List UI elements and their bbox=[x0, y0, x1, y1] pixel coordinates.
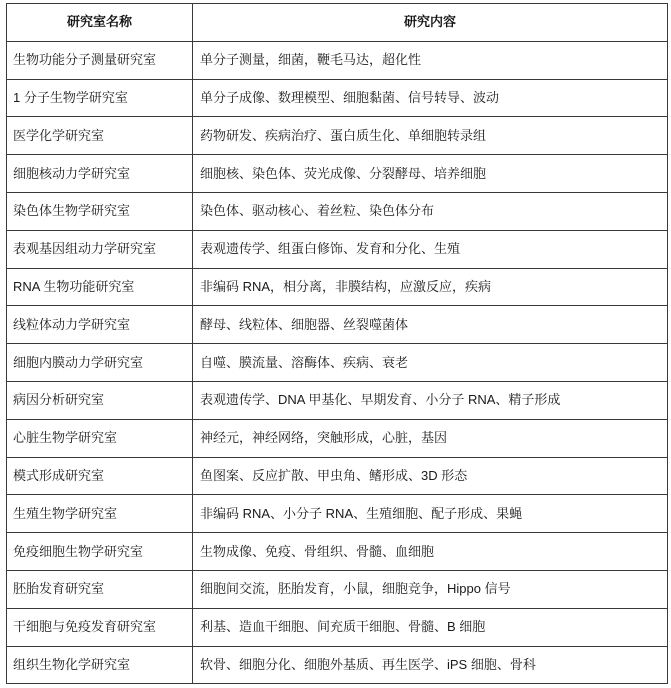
header-research-content: 研究内容 bbox=[193, 4, 668, 42]
table-row bbox=[7, 495, 668, 533]
lab-name-cell: 细胞内膜动力学研究室 bbox=[7, 344, 193, 382]
lab-name-cell: 表观基因组动力学研究室 bbox=[7, 230, 193, 268]
research-content-cell: 酵母、线粒体、细胞器、丝裂噬菌体 bbox=[193, 306, 668, 344]
header-lab-name: 研究室名称 bbox=[7, 4, 193, 42]
lab-name-cell: 生殖生物学研究室 bbox=[7, 495, 193, 533]
research-content-cell: 非编码 RNA、小分子 RNA、生殖细胞、配子形成、果蝇 bbox=[193, 495, 668, 533]
table-row bbox=[7, 117, 668, 155]
lab-name-cell: 干细胞与免疫发育研究室 bbox=[7, 608, 193, 646]
table-row bbox=[7, 192, 668, 230]
research-content-cell: 细胞核、染色体、荧光成像、分裂酵母、培养细胞 bbox=[193, 155, 668, 193]
research-content-cell: 药物研发、疾病治疗、蛋白质生化、单细胞转录组 bbox=[193, 117, 668, 155]
table-row bbox=[7, 570, 668, 608]
research-content-cell: 表观遗传学、DNA 甲基化、早期发育、小分子 RNA、精子形成 bbox=[193, 381, 668, 419]
research-content-cell: 利基、造血干细胞、间充质干细胞、骨髓、B 细胞 bbox=[193, 608, 668, 646]
research-content-cell: 非编码 RNA，相分离，非膜结构，应激反应，疾病 bbox=[193, 268, 668, 306]
research-content-cell: 鱼图案、反应扩散、甲虫角、鳍形成、3D 形态 bbox=[193, 457, 668, 495]
lab-name-cell: 细胞核动力学研究室 bbox=[7, 155, 193, 193]
lab-name-cell: RNA 生物功能研究室 bbox=[7, 268, 193, 306]
lab-name-cell: 染色体生物学研究室 bbox=[7, 192, 193, 230]
research-content-cell: 自噬、膜流量、溶酶体、疾病、衰老 bbox=[193, 344, 668, 382]
table-row bbox=[7, 381, 668, 419]
table-row bbox=[7, 306, 668, 344]
table-row bbox=[7, 268, 668, 306]
table-row bbox=[7, 419, 668, 457]
table-row bbox=[7, 79, 668, 117]
table-row bbox=[7, 457, 668, 495]
lab-name-cell: 免疫细胞生物学研究室 bbox=[7, 533, 193, 571]
research-content-cell: 表观遗传学、组蛋白修饰、发育和分化、生殖 bbox=[193, 230, 668, 268]
table-header bbox=[7, 4, 668, 42]
lab-name-cell: 组织生物化学研究室 bbox=[7, 646, 193, 684]
research-content-cell: 染色体、驱动核心、着丝粒、染色体分布 bbox=[193, 192, 668, 230]
lab-name-cell: 心脏生物学研究室 bbox=[7, 419, 193, 457]
table-row bbox=[7, 533, 668, 571]
research-labs-table bbox=[6, 3, 668, 684]
table-row bbox=[7, 646, 668, 684]
research-content-cell: 细胞间交流，胚胎发育，小鼠，细胞竞争，Hippo 信号 bbox=[193, 570, 668, 608]
lab-name-cell: 胚胎发育研究室 bbox=[7, 570, 193, 608]
table-row bbox=[7, 155, 668, 193]
lab-name-cell: 病因分析研究室 bbox=[7, 381, 193, 419]
research-content-cell: 神经元，神经网络，突触形成，心脏，基因 bbox=[193, 419, 668, 457]
header-row bbox=[7, 4, 668, 42]
table-body bbox=[7, 41, 668, 684]
lab-name-cell: 模式形成研究室 bbox=[7, 457, 193, 495]
table-row bbox=[7, 41, 668, 79]
table-row bbox=[7, 344, 668, 382]
research-content-cell: 软骨、细胞分化、细胞外基质、再生医学、iPS 细胞、骨科 bbox=[193, 646, 668, 684]
research-content-cell: 生物成像、免疫、骨组织、骨髓、血细胞 bbox=[193, 533, 668, 571]
lab-name-cell: 线粒体动力学研究室 bbox=[7, 306, 193, 344]
lab-name-cell: 医学化学研究室 bbox=[7, 117, 193, 155]
table-row bbox=[7, 608, 668, 646]
research-content-cell: 单分子成像、数理模型、细胞黏菌、信号转导、波动 bbox=[193, 79, 668, 117]
table-row bbox=[7, 230, 668, 268]
lab-name-cell: 生物功能分子测量研究室 bbox=[7, 41, 193, 79]
lab-name-cell: 1 分子生物学研究室 bbox=[7, 79, 193, 117]
research-content-cell: 单分子测量，细菌，鞭毛马达，超化性 bbox=[193, 41, 668, 79]
